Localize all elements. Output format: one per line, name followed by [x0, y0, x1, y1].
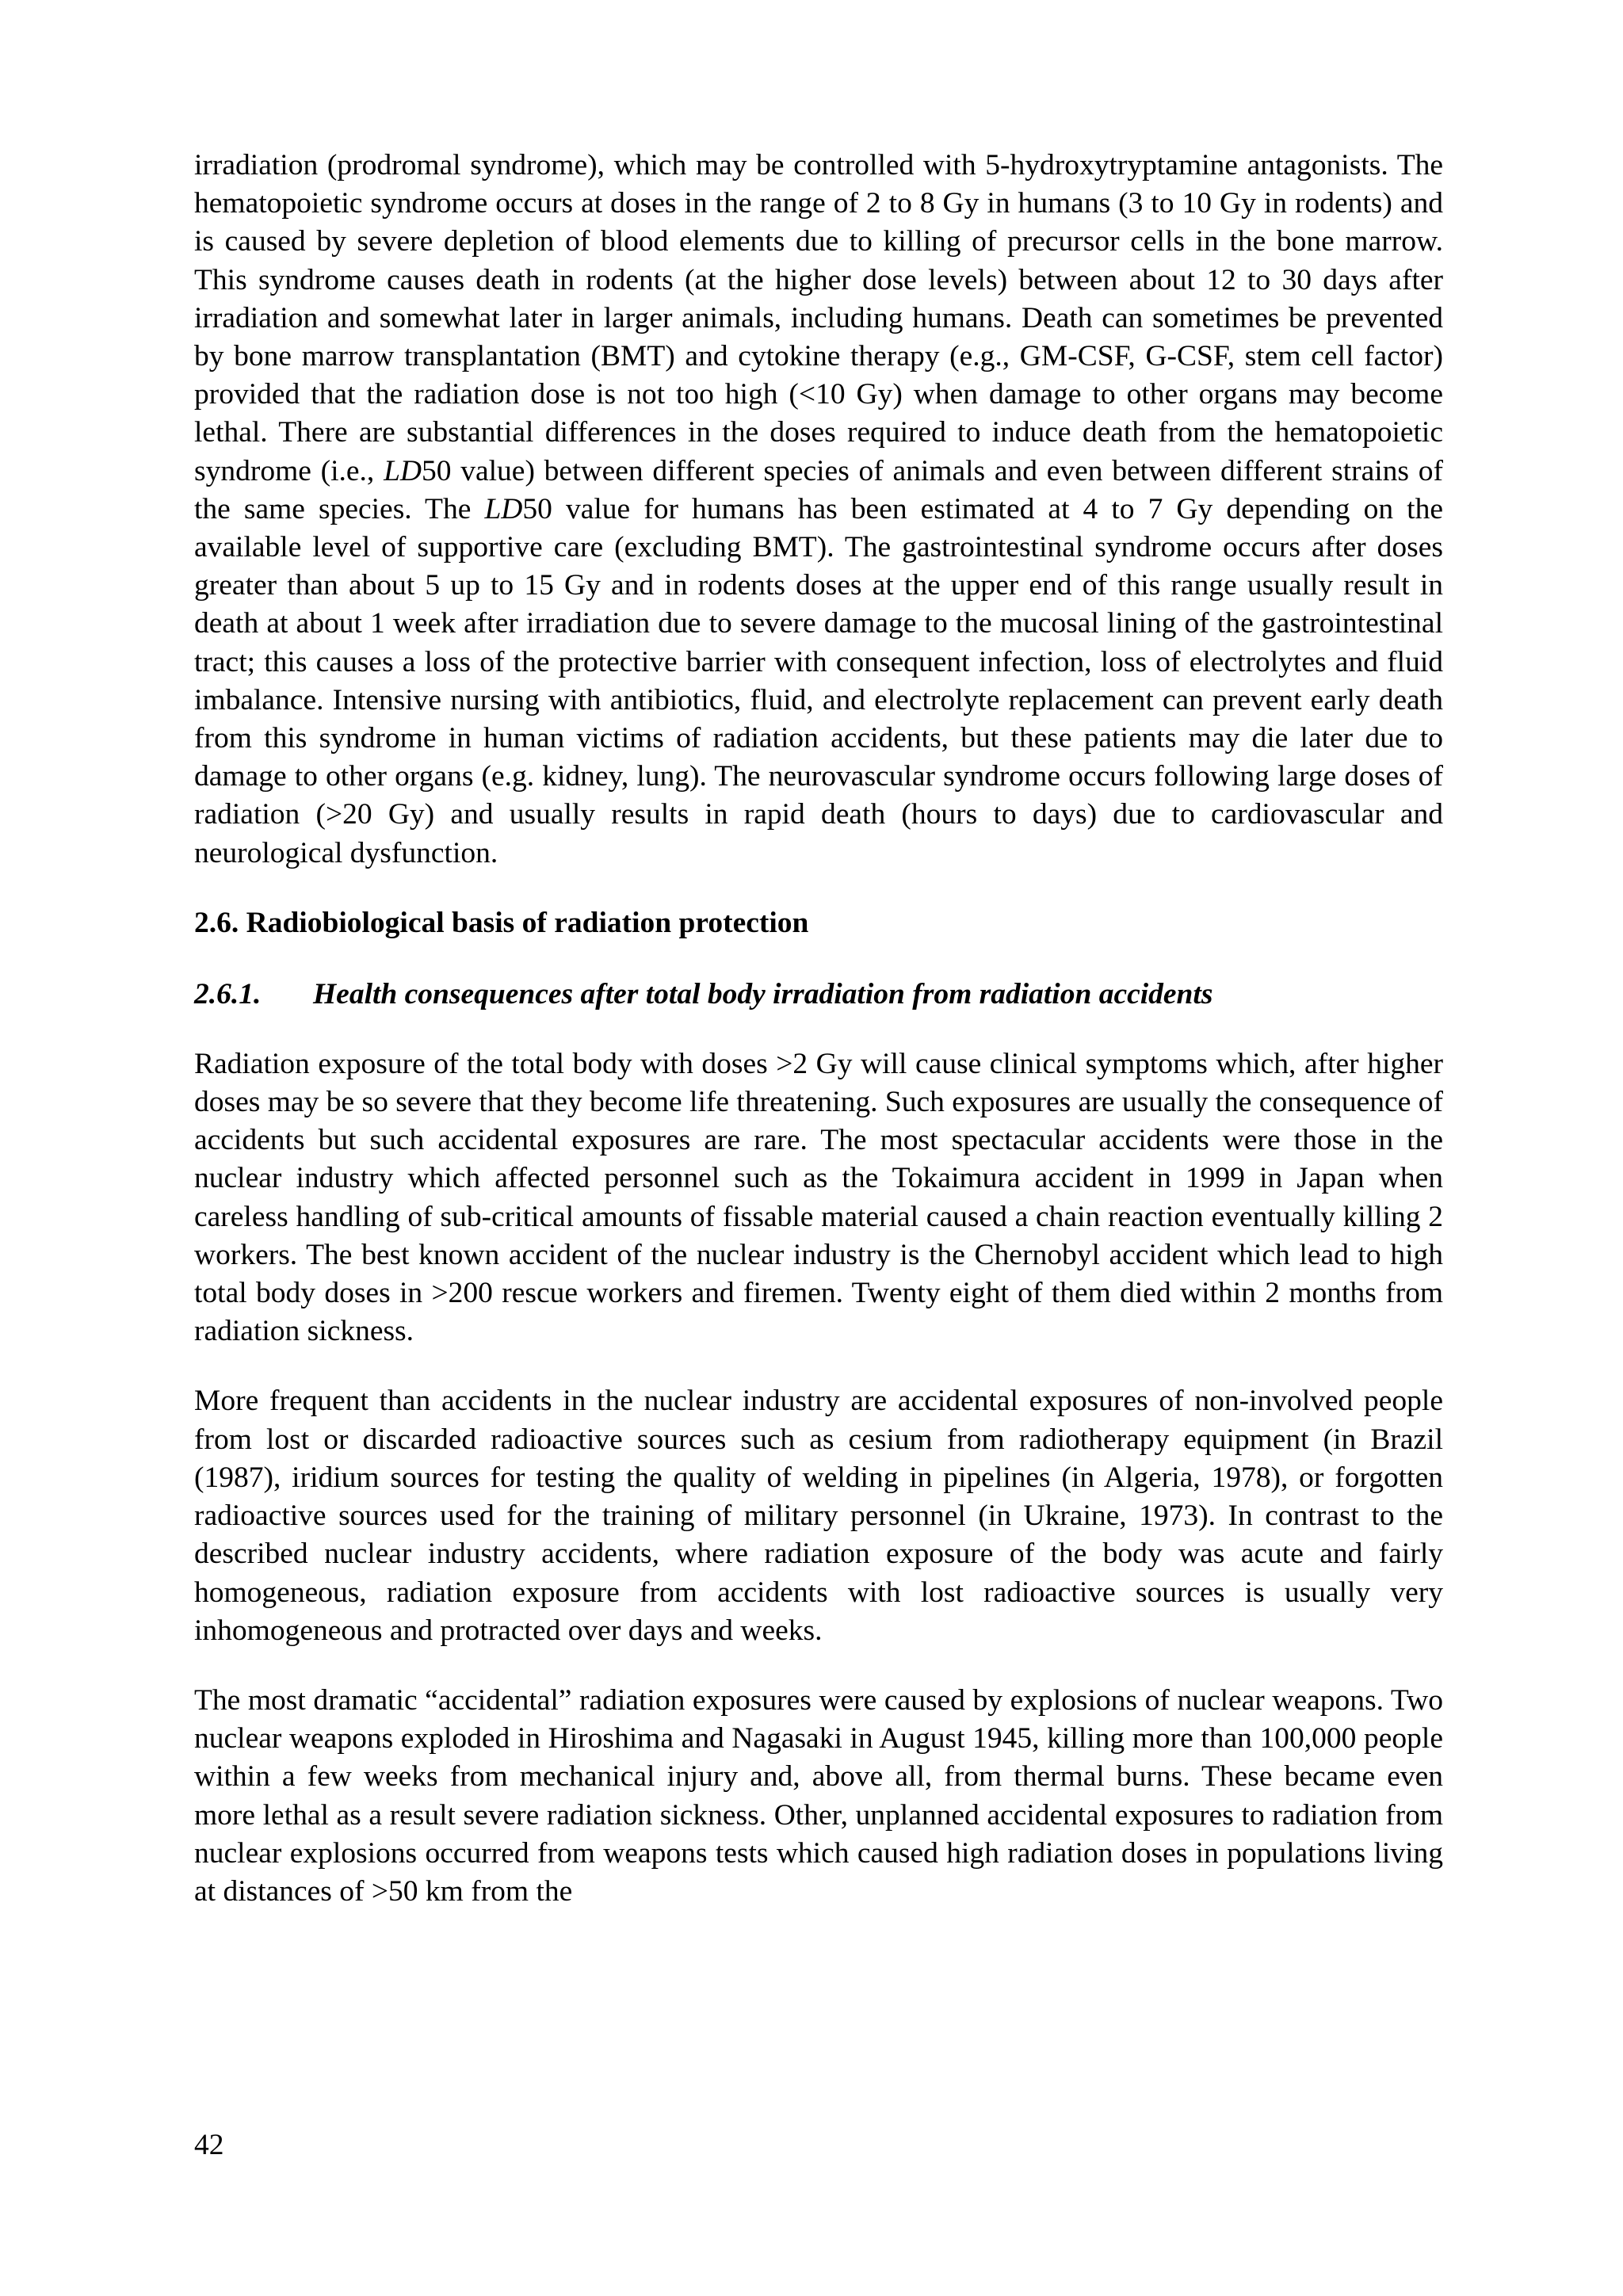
body-text — [194, 147, 1443, 1911]
paragraph-radiation-syndromes — [194, 147, 1443, 873]
subsection-title: Health consequences after total body irradiation from radiation accidents — [313, 977, 1213, 1010]
text-run: irradiation (prodromal syndrome), which may be controlled with 5-hydroxytryptamine antagonists. The hematopoietic syndrome occurs at doses in the range of 2 to 8 Gy in humans (3 to 10 Gy in rodents) and is caused by severe depletion of blood elements due to killing of precursor cells in the bone marrow. This syndrome causes death in rodents (at the higher dose levels) between about 12 to 30 days after irradiation and somewhat later in larger animals, including humans. Death can sometimes be prevented by bone marrow transplantation (BMT) and cytokine therapy (e.g., GM-CSF, G-CSF, stem cell factor) provided that the radiation dose is not too high (<10 Gy) when damage to other organs may become lethal. There are substantial differences in the doses required to induce death from the hematopoietic syndrome (i.e., — [194, 149, 1443, 487]
paragraph-lost-sources: More frequent than accidents in the nuclear industry are accidental exposures of non-involved people from lost or discarded radioactive sources such as cesium from radiotherapy equipment (in Brazil (1987), iridium sources for testing the quality of welding in pipelines (in Algeria, 1978), or forgotten radioactive sources used for the training of military personnel (in Ukraine, 1973). In contrast to the described nuclear industry accidents, where radiation exposure of the body was acute and fairly homogeneous, radiation exposure from accidents with lost radioactive sources is usually very inhomogeneous and protracted over days and weeks. — [194, 1385, 1443, 1647]
text-run: 50 value for humans has been estimated at 4 to 7 Gy depending on the available level of supportive care (excluding BMT). The gastrointestinal syndrome occurs after doses greater than about 5 up to 15 Gy and in rodents doses at the upper end of this range usually result in death at about 1 week after irradiation due to severe damage to the mucosal lining of the gastrointestinal tract; this causes a loss of the protective barrier with consequent infection, loss of electrolytes and fluid imbalance. Intensive nursing with antibiotics, fluid, and electrolyte replacement can prevent early death from this syndrome in human victims of radiation accidents, but these patients may die later due to damage to other organs (e.g. kidney, lung). The neurovascular syndrome occurs following large doses of radiation (>20 Gy) and usually results in rapid death (hours to days) due to cardiovascular and neurological dysfunction. — [194, 492, 1443, 869]
page-number: 42 — [194, 2129, 224, 2161]
subsection-number: 2.6.1. — [194, 977, 262, 1010]
text-run: 50 value) between different species of animals and even between different strains of the same species. The — [194, 454, 1443, 525]
section-heading: 2.6. Radiobiological basis of radiation protection — [194, 906, 809, 939]
paragraph-accidents: Radiation exposure of the total body with doses >2 Gy will cause clinical symptoms which, after higher doses may be so severe that they become life threatening. Such exposures are usually the consequence of accidents but such accidental exposures are rare. The most spectacular accidents were those in the nuclear industry which affected personnel such as the Tokaimura accident in 1999 in Japan when careless handling of sub-critical amounts of fissable material caused a chain reaction eventually killing 2 workers. The best known accident of the nuclear industry is the Chernobyl accident which lead to high total body doses in >200 rescue workers and firemen. Twenty eight of them died within 2 months from radiation sickness. — [194, 1047, 1443, 1348]
subsection-heading — [194, 976, 1443, 1014]
ld-italic: LD — [484, 492, 523, 525]
ld-italic: LD — [384, 454, 422, 487]
paragraph-nuclear-weapons: The most dramatic “accidental” radiation exposures were caused by explosions of nuclear weapons. Two nuclear weapons exploded in Hiroshima and Nagasaki in August 1945, killing more than 100,000 people within a few weeks from mechanical injury and, above all, from thermal burns. These became even more lethal as a result severe radiation sickness. Other, unplanned accidental exposures to radiation from nuclear explosions occurred from weapons tests which caused high radiation doses in populations living at distances of >50 km from the — [194, 1683, 1443, 1908]
